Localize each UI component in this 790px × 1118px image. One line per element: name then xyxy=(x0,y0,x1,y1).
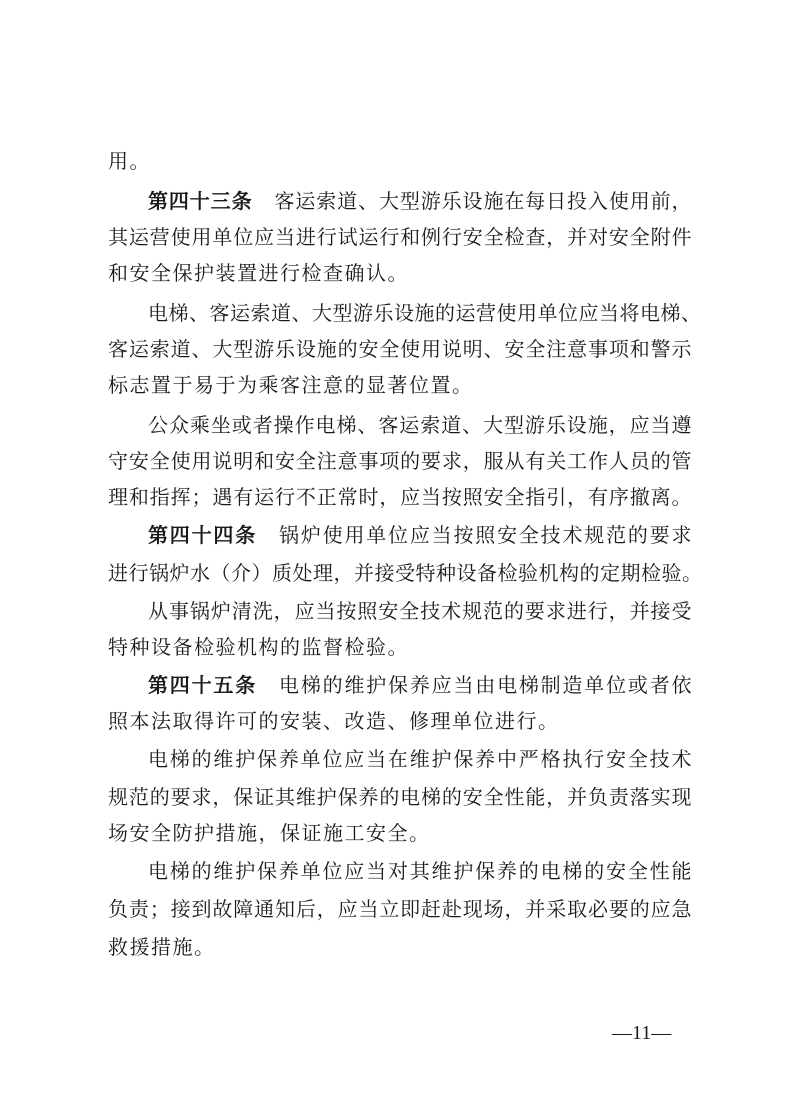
article-43-heading-line xyxy=(148,186,692,216)
article-45-heading-line xyxy=(148,670,692,700)
line-text: 从事锅炉清洗，应当按照安全技术规范的要求进行，并接受 xyxy=(148,599,692,623)
text-line xyxy=(108,222,692,252)
line-text: 锅炉使用单位应当按照安全技术规范的要求 xyxy=(279,523,693,547)
article-number: 第四十五条 xyxy=(148,673,258,697)
line-text: 进行锅炉水（介）质处理，并接受特种设备检验机构的定期检验。 xyxy=(108,561,703,585)
text-line xyxy=(108,632,692,662)
text-line xyxy=(148,596,692,626)
text-line xyxy=(148,744,692,774)
text-line xyxy=(108,334,692,364)
text-line xyxy=(148,298,702,328)
text-line xyxy=(108,146,692,176)
line-text: 电梯、客运索道、大型游乐设施的运营使用单位应当将电梯、 xyxy=(148,301,702,325)
line-text: 守安全使用说明和安全注意事项的要求，服从有关工作人员的管 xyxy=(108,449,692,473)
line-text: 客运索道、大型游乐设施的安全使用说明、安全注意事项和警示 xyxy=(108,337,692,361)
article-number: 第四十四条 xyxy=(148,523,258,547)
line-text: 特种设备检验机构的监督检验。 xyxy=(108,635,409,659)
line-text: 规范的要求，保证其维护保养的电梯的安全性能，并负责落实现 xyxy=(108,785,692,809)
line-text: 电梯的维护保养单位应当在维护保养中严格执行安全技术 xyxy=(148,747,692,771)
text-line xyxy=(108,446,692,476)
line-text: 公众乘坐或者操作电梯、客运索道、大型游乐设施，应当遵 xyxy=(148,413,692,437)
line-text: 场安全防护措施，保证施工安全。 xyxy=(108,821,431,845)
text-line xyxy=(108,932,692,962)
line-text: 负责；接到故障通知后，应当立即赶赴现场，并采取必要的应急 xyxy=(108,897,692,921)
text-line xyxy=(108,818,692,848)
line-text: 其运营使用单位应当进行试运行和例行安全检查，并对安全附件 xyxy=(108,225,692,249)
text-line xyxy=(108,706,692,736)
line-text: 理和指挥；遇有运行不正常时，应当按照安全指引，有序撤离。 xyxy=(108,485,692,509)
text-line xyxy=(108,482,692,512)
line-text: 标志置于易于为乘客注意的显著位置。 xyxy=(108,373,474,397)
page-number: —11— xyxy=(612,1022,672,1044)
line-text: 和安全保护装置进行检查确认。 xyxy=(108,261,409,285)
line-text: 救援措施。 xyxy=(108,935,216,959)
text-line xyxy=(108,558,703,588)
line-text: 电梯的维护保养应当由电梯制造单位或者依 xyxy=(279,673,693,697)
text-line xyxy=(108,258,692,288)
line-text: 电梯的维护保养单位应当对其维护保养的电梯的安全性能 xyxy=(148,859,692,883)
text-line xyxy=(108,894,692,924)
text-line xyxy=(108,370,692,400)
text-line xyxy=(108,782,692,812)
article-number: 第四十三条 xyxy=(148,189,253,213)
line-text: 用。 xyxy=(108,149,151,173)
article-44-heading-line xyxy=(148,520,692,550)
line-text: 照本法取得许可的安装、改造、修理单位进行。 xyxy=(108,709,560,733)
text-line xyxy=(148,410,692,440)
line-text: 客运索道、大型游乐设施在每日投入使用前， xyxy=(274,189,693,213)
text-line xyxy=(148,856,692,886)
